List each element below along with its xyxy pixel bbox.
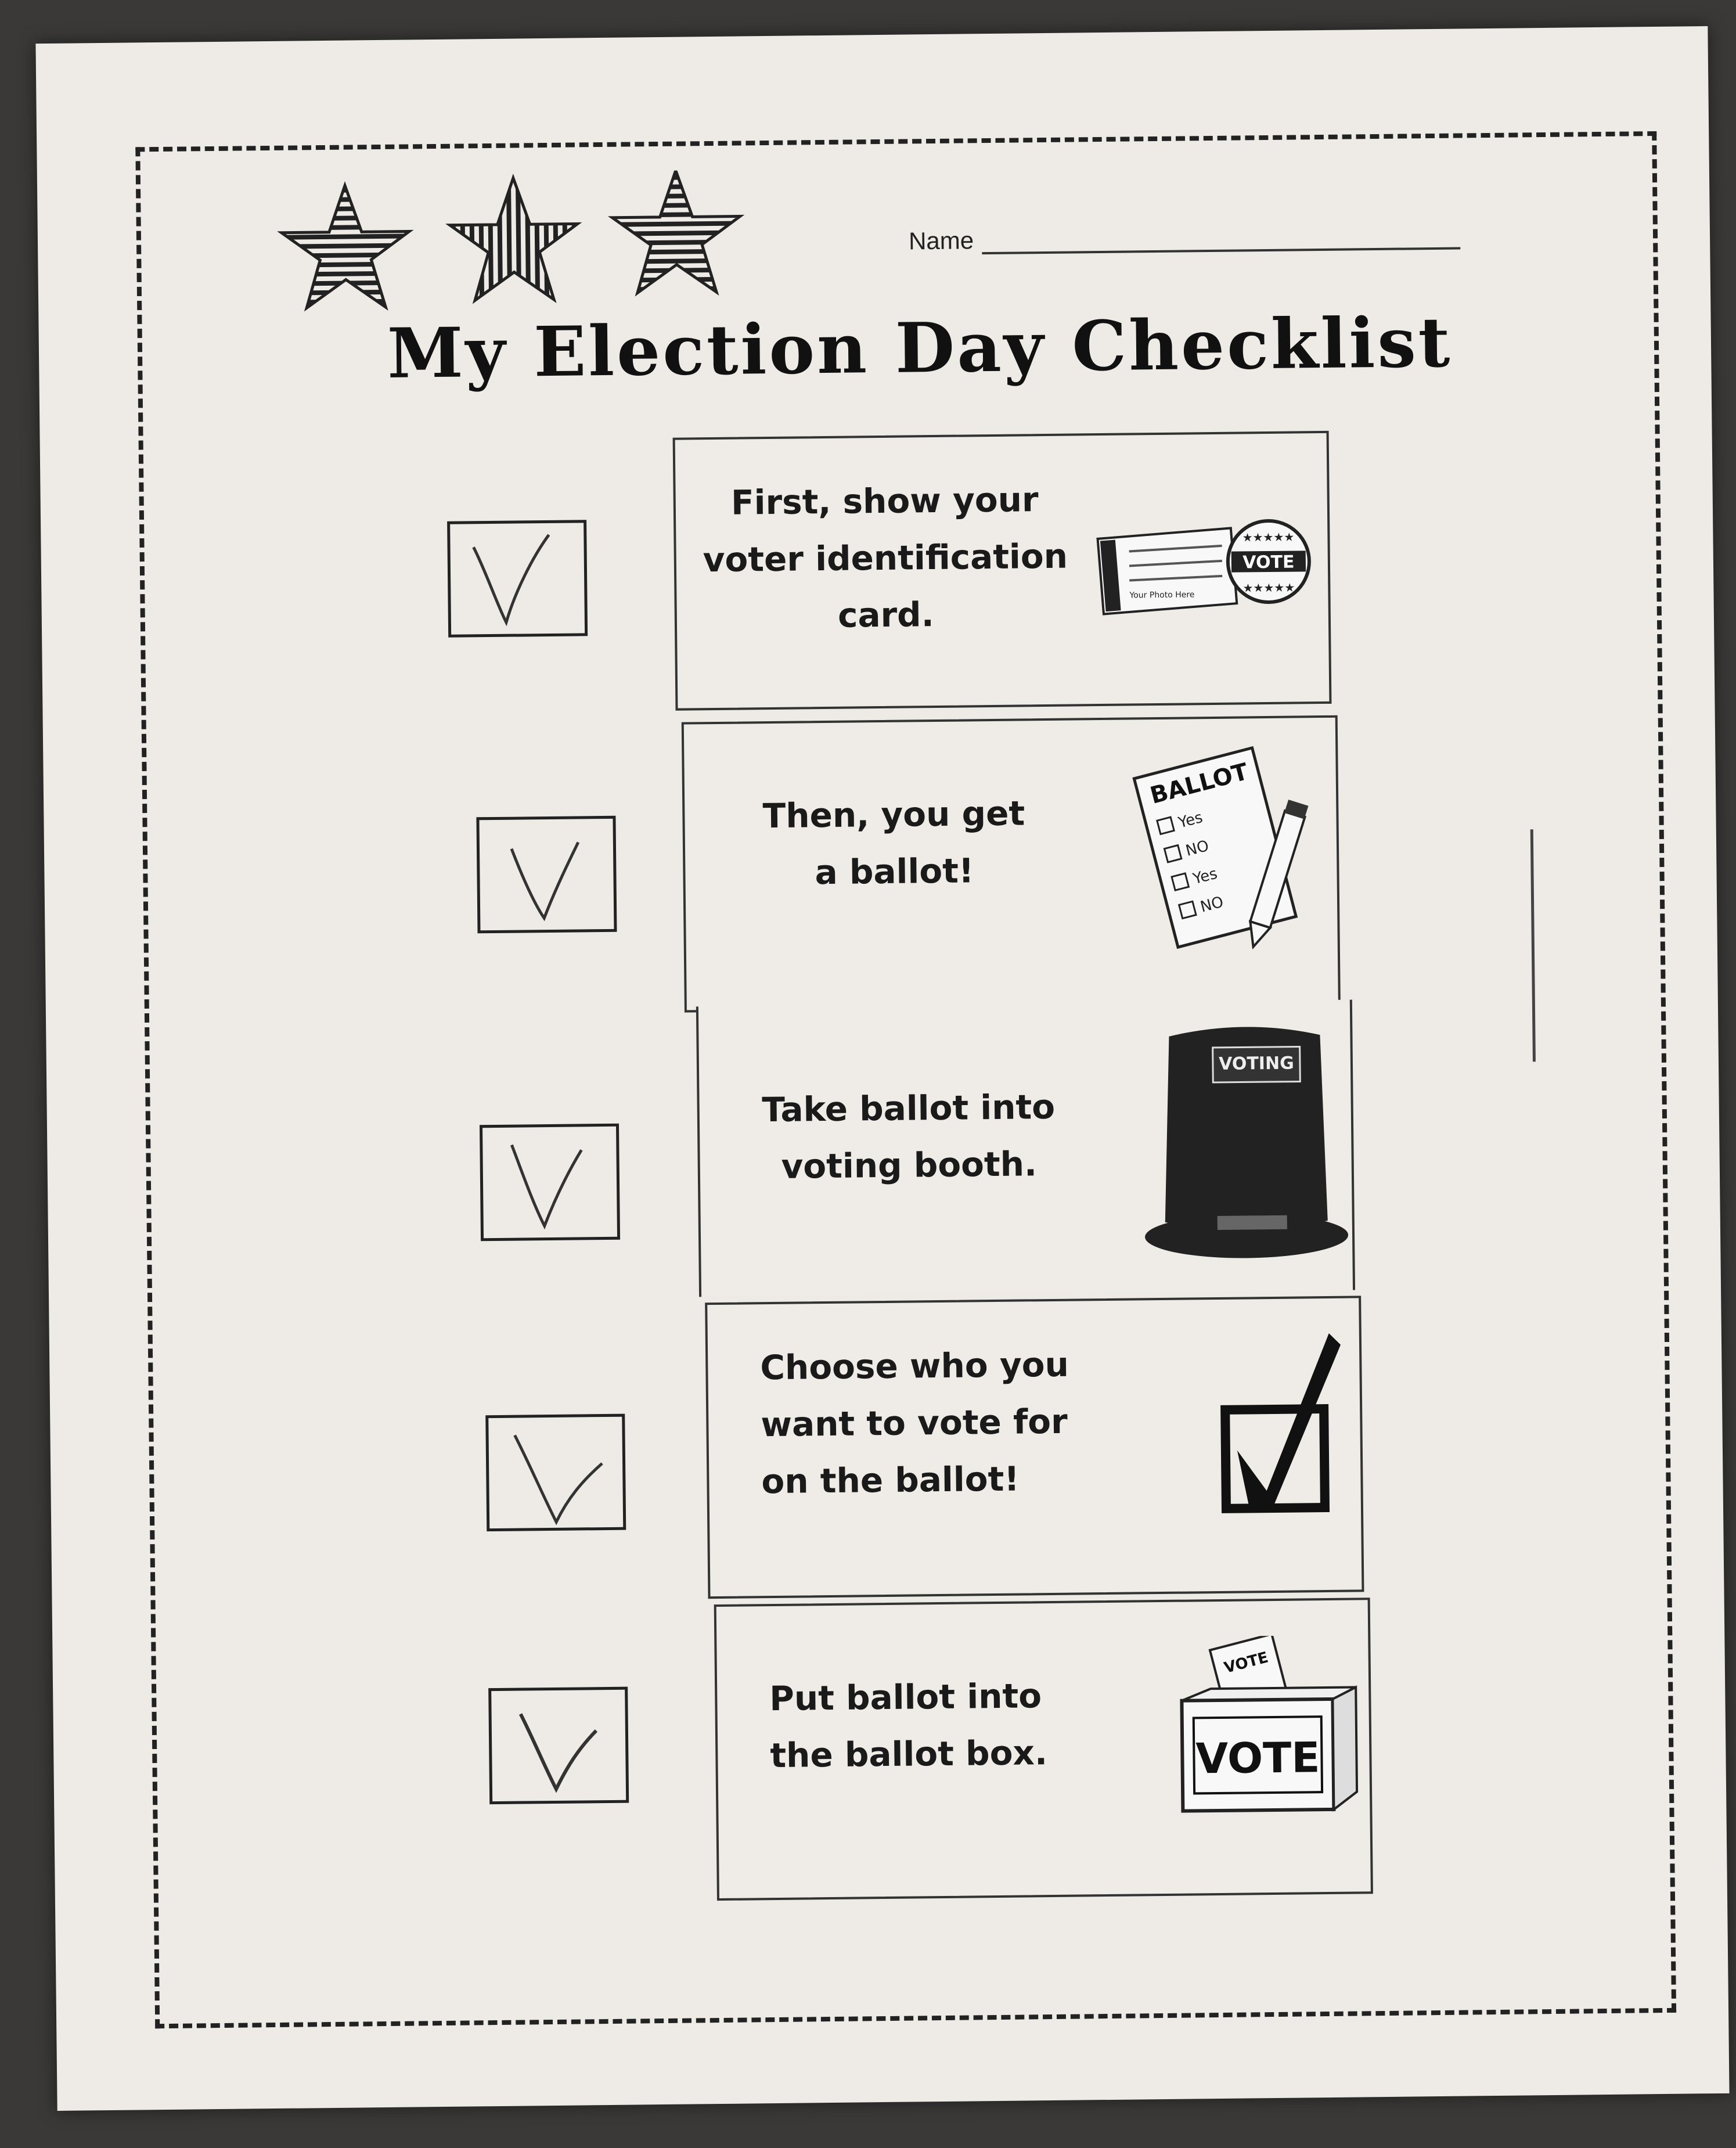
vote-badge-text: VOTE — [1242, 552, 1295, 573]
step-text-1: First, show your voter identification card. — [703, 480, 1068, 635]
name-line[interactable] — [982, 224, 1460, 255]
hand-check-icon — [488, 1417, 629, 1535]
id-photo-label: Your Photo Here — [1129, 590, 1195, 600]
hand-check-icon — [479, 819, 620, 937]
worksheet-paper — [35, 26, 1729, 2111]
svg-text:Yes: Yes — [1191, 865, 1219, 888]
hand-check-icon — [450, 523, 590, 641]
star-icon — [612, 170, 741, 293]
step-text-5: Put ballot into the ballot box. — [769, 1676, 1048, 1776]
voting-booth-icon — [1140, 1012, 1352, 1269]
hand-check-icon — [491, 1690, 632, 1808]
svg-text:NO: NO — [1198, 893, 1226, 916]
ballot-and-pencil-icon — [1131, 741, 1319, 963]
step-card-5 — [714, 1597, 1373, 1901]
step-card-3 — [696, 1000, 1355, 1297]
step-card-1 — [673, 431, 1332, 711]
checkmark-box-icon — [1213, 1322, 1355, 1526]
svg-text:Yes: Yes — [1176, 808, 1205, 832]
step-checkbox-3[interactable] — [480, 1124, 620, 1242]
step-checkbox-1[interactable] — [447, 520, 588, 638]
step-checkbox-2[interactable] — [476, 816, 617, 934]
hand-check-icon — [482, 1127, 623, 1244]
page-title: My Election Day Checklist — [387, 301, 1453, 394]
step-checkbox-4[interactable] — [485, 1414, 626, 1532]
step-text-4: Choose who you want to vote for on the ballot! — [760, 1344, 1069, 1502]
ballot-slip-text: VOTE — [1222, 1649, 1270, 1677]
svg-text:NO: NO — [1184, 837, 1211, 860]
step-checkbox-5[interactable] — [488, 1687, 629, 1805]
ballot-box-label: VOTE — [1195, 1733, 1320, 1783]
step-card-2 — [682, 715, 1341, 1013]
name-field[interactable] — [909, 215, 1461, 256]
star-icon — [281, 185, 410, 308]
svg-text:★★★★★: ★★★★★ — [1242, 580, 1295, 595]
star-icon — [449, 177, 578, 300]
voter-id-card-icon — [1094, 509, 1316, 627]
name-label: Name — [908, 226, 974, 255]
step-text-3: Take ballot into voting booth. — [762, 1086, 1056, 1186]
ballot-box-icon — [1158, 1635, 1368, 1823]
ballot-title: BALLOT — [1147, 758, 1251, 809]
svg-text:★★★★★: ★★★★★ — [1242, 530, 1295, 545]
step-text-2: Then, you get a ballot! — [762, 793, 1025, 893]
step-card-4 — [705, 1296, 1364, 1599]
booth-sign-text: VOTING — [1218, 1053, 1294, 1074]
